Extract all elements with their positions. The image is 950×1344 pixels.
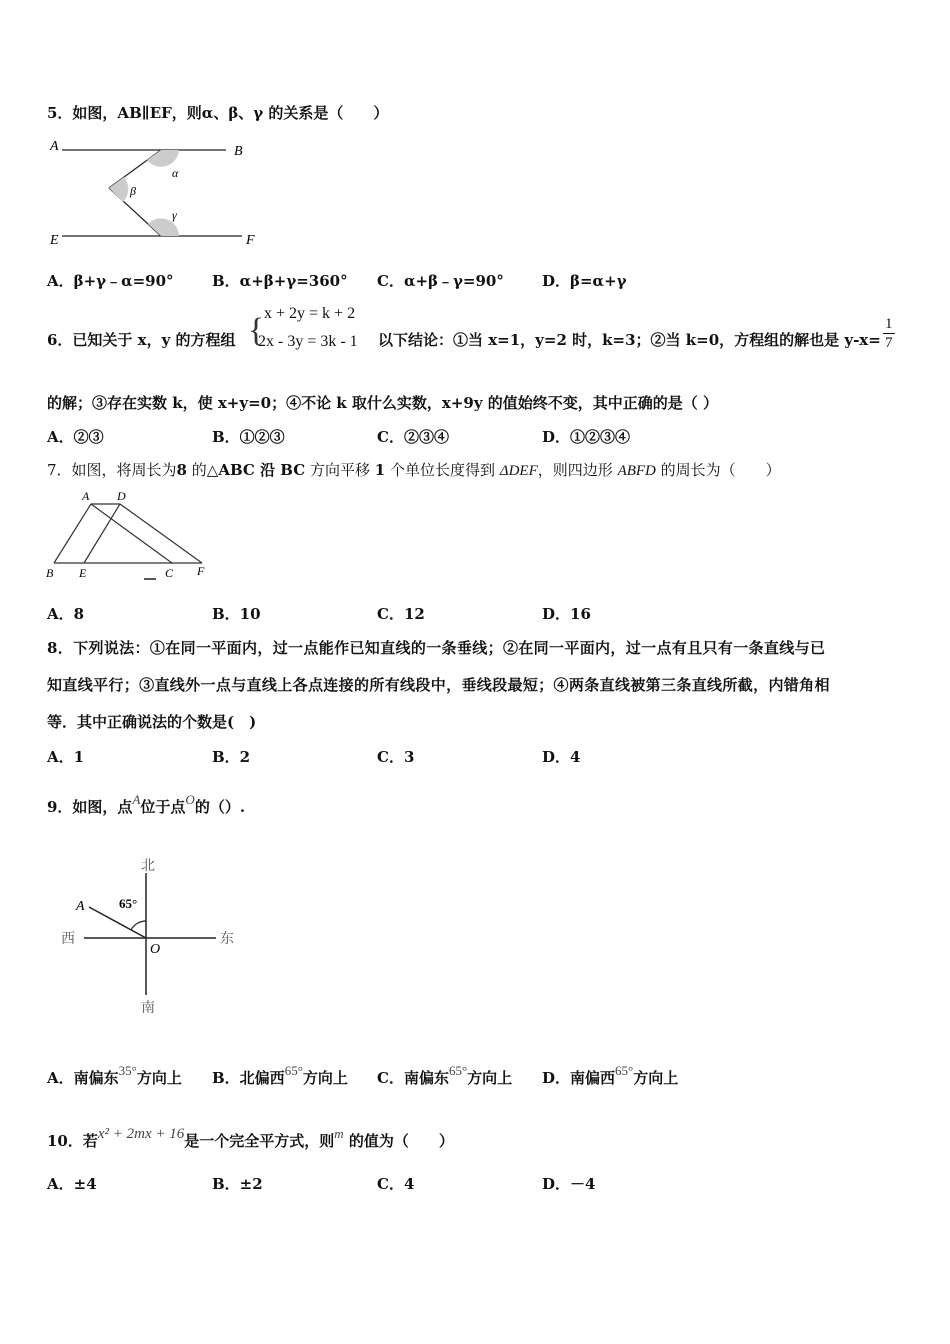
q8-option-c[interactable]: C．3 bbox=[377, 748, 415, 766]
q5-option-c[interactable]: C．α+β﹣γ=90° bbox=[377, 272, 504, 290]
label-e: E bbox=[50, 233, 59, 248]
q10-option-d[interactable]: D．－4 bbox=[542, 1175, 596, 1193]
q10-option-a[interactable]: A．±4 bbox=[47, 1175, 97, 1193]
label-d: D bbox=[117, 489, 126, 503]
label-north: 北 bbox=[141, 859, 155, 874]
q5-option-d[interactable]: D．β=α+γ bbox=[542, 272, 627, 290]
q6-prefix: 6．已知关于 x，y 的方程组 bbox=[47, 331, 236, 349]
q6-option-b[interactable]: B．①②③ bbox=[212, 428, 285, 446]
label-c: C bbox=[165, 566, 174, 580]
q8-line2: 知直线平行；③直线外一点与直线上各点连接的所有线段中，垂线段最短；④两条直线被第三条直线所截，内错角相 bbox=[47, 676, 830, 694]
q6-fraction: $\frac{1}{7}$ bbox=[885, 316, 893, 351]
q10-option-b[interactable]: B．±2 bbox=[212, 1175, 263, 1193]
q5-option-a[interactable]: A．β+γ﹣α=90° bbox=[47, 272, 174, 290]
q9-option-b[interactable]: B．北偏西65°方向上 bbox=[212, 1063, 348, 1087]
q10-stem: 10．若x² + 2mx + 16是一个完全平方式，则m 的值为（ ） bbox=[47, 1126, 454, 1150]
label-gamma: γ bbox=[172, 208, 177, 222]
q6-after: 以下结论：①当 x=1，y=2 时，k=3；②当 k=0，方程组的解也是 y-x= bbox=[378, 331, 881, 349]
label-beta: β bbox=[130, 184, 136, 198]
q8-line3: 等．其中正确说法的个数是( ) bbox=[47, 713, 257, 731]
q5-option-b[interactable]: B．α+β+γ=360° bbox=[212, 272, 348, 290]
q8-line1: 8．下列说法：①在同一平面内，过一点能作已知直线的一条垂线；②在同一平面内，过一点有且只有一条直线与已 bbox=[47, 639, 826, 657]
q6-option-c[interactable]: C．②③④ bbox=[377, 428, 449, 446]
q6-eq1: x + 2y = k + 2 bbox=[264, 305, 356, 322]
label-e: E bbox=[79, 566, 87, 580]
label-east: 东 bbox=[220, 932, 234, 947]
q5-figure bbox=[44, 133, 264, 251]
label-angle: 65° bbox=[119, 896, 138, 911]
segment-ab bbox=[54, 504, 91, 563]
label-f: F bbox=[246, 233, 255, 248]
q8-option-d[interactable]: D．4 bbox=[542, 748, 581, 766]
q6-option-a[interactable]: A．②③ bbox=[47, 428, 104, 446]
q9-stem: 9．如图，点A位于点O的（）. bbox=[47, 792, 246, 816]
label-o: O bbox=[150, 942, 161, 957]
label-b: B bbox=[234, 144, 243, 159]
label-a: A bbox=[82, 489, 90, 503]
q7-option-b[interactable]: B．10 bbox=[212, 605, 261, 623]
q8-option-b[interactable]: B．2 bbox=[212, 748, 251, 766]
q7-option-d[interactable]: D．16 bbox=[542, 605, 591, 623]
q9-point-o: O bbox=[185, 792, 195, 807]
label-a: A bbox=[76, 899, 85, 914]
q6-option-d[interactable]: D．①②③④ bbox=[542, 428, 631, 446]
q6-line2: 的解；③存在实数 k，使 x+y=0；④不论 k 取什么实数，x+9y 的值始终不变，其中正确的是（ ） bbox=[47, 394, 719, 412]
q7-stem: 7．如图，将周长为8 的△ABC 沿 BC 方向平移 1 个单位长度得到 ΔDEF，则四边形 ABFD 的周长为（ ） bbox=[47, 461, 781, 479]
q9-option-a[interactable]: A．南偏东35°方向上 bbox=[47, 1063, 182, 1087]
q7-option-a[interactable]: A．8 bbox=[47, 605, 85, 623]
q9-compass-figure bbox=[56, 855, 246, 1020]
q10-option-c[interactable]: C．4 bbox=[377, 1175, 415, 1193]
label-south: 南 bbox=[141, 1001, 155, 1016]
angle-arc bbox=[131, 921, 146, 930]
q9-option-c[interactable]: C．南偏东65°方向上 bbox=[377, 1063, 513, 1087]
angle-alpha-arc bbox=[147, 150, 179, 167]
q6-brace: { bbox=[248, 312, 265, 349]
label-f: F bbox=[197, 564, 205, 578]
q10-expression: x² + 2mx + 16 bbox=[97, 1126, 185, 1142]
q7-figure bbox=[44, 488, 214, 588]
q8-option-a[interactable]: A．1 bbox=[47, 748, 85, 766]
q9-option-d[interactable]: D．南偏西65°方向上 bbox=[542, 1063, 679, 1087]
label-a: A bbox=[50, 139, 59, 154]
label-alpha: α bbox=[172, 166, 179, 180]
q9-point-a: A bbox=[132, 792, 141, 807]
label-west: 西 bbox=[61, 932, 75, 947]
label-b: B bbox=[46, 566, 54, 580]
q7-option-c[interactable]: C．12 bbox=[377, 605, 425, 623]
q6-eq2: 2x - 3y = 3k - 1 bbox=[258, 333, 358, 350]
q10-var-m: m bbox=[334, 1126, 344, 1141]
q5-stem: 5．如图，AB∥EF，则α、β、γ 的关系是（ ） bbox=[47, 104, 389, 122]
segment-de bbox=[84, 504, 120, 563]
